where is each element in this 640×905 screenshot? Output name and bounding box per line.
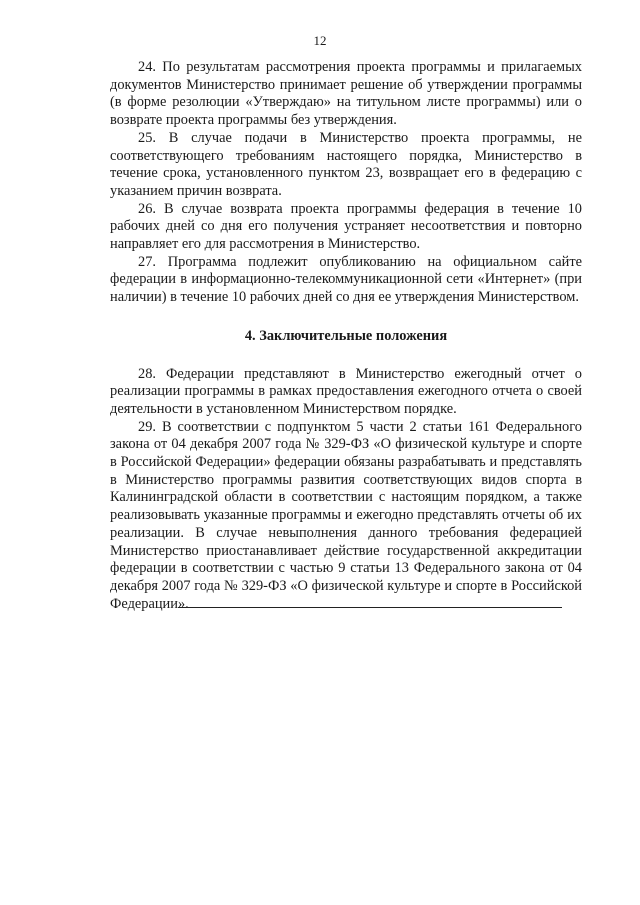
paragraph-29: 29. В соответствии с подпунктом 5 части 2 статьи 161 Федерального закона от 04 декабря 2007 года № 329-ФЗ «О физической культуре и спорте в Российской Федерации» федерации обязаны разрабатывать и представлять в Министерство программы развития соответствующих видов спорта в Калининградской области в соответствии с настоящим порядком, а также реализовывать указанные программы и ежегодно представлять отчеты об их реализации. В случае невыполнения данного требования федерацией Министерство приостанавливает действие государственной аккредитации федерации в соответствии с частью 9 статьи 13 Федерального закона от 04 декабря 2007 года № 329-ФЗ «О физической культуре и спорте в Российской Федерации».: [110, 418, 582, 612]
section-heading: 4. Заключительные положения: [244, 327, 448, 344]
paragraph-27: 27. Программа подлежит опубликованию на официальном сайте федерации в информационно-телекоммуникационной сети «Интернет» (при наличии) в течение 10 рабочих дней со дня ее утверждения Министерством.: [110, 253, 582, 306]
end-of-document-rule: [178, 607, 562, 608]
paragraph-26: 26. В случае возврата проекта программы федерация в течение 10 рабочих дней со дня его получения устраняет несоответствия и повторно направляет его для рассмотрения в Министерство.: [110, 200, 582, 253]
paragraph-24: 24. По результатам рассмотрения проекта программы и прилагаемых документов Министерство принимает решение об утверждении программы (в форме резолюции «Утверждаю» на титульном листе программы) или о возврате проекта программы без утверждения.: [110, 59, 582, 129]
paragraph-28: 28. Федерации представляют в Министерство ежегодный отчет о реализации программы в рамках предоставления ежегодного отчета о своей деятельности в установленном Министерством порядке.: [110, 365, 582, 417]
document-body: [110, 59, 582, 613]
page-number: 12: [313, 33, 327, 48]
paragraph-25: 25. В случае подачи в Министерство проекта программы, не соответствующего требованиям настоящего порядка, Министерство в течение срока, установленного пунктом 23, возвращает его в федерацию с указанием причин возврата.: [110, 129, 582, 199]
